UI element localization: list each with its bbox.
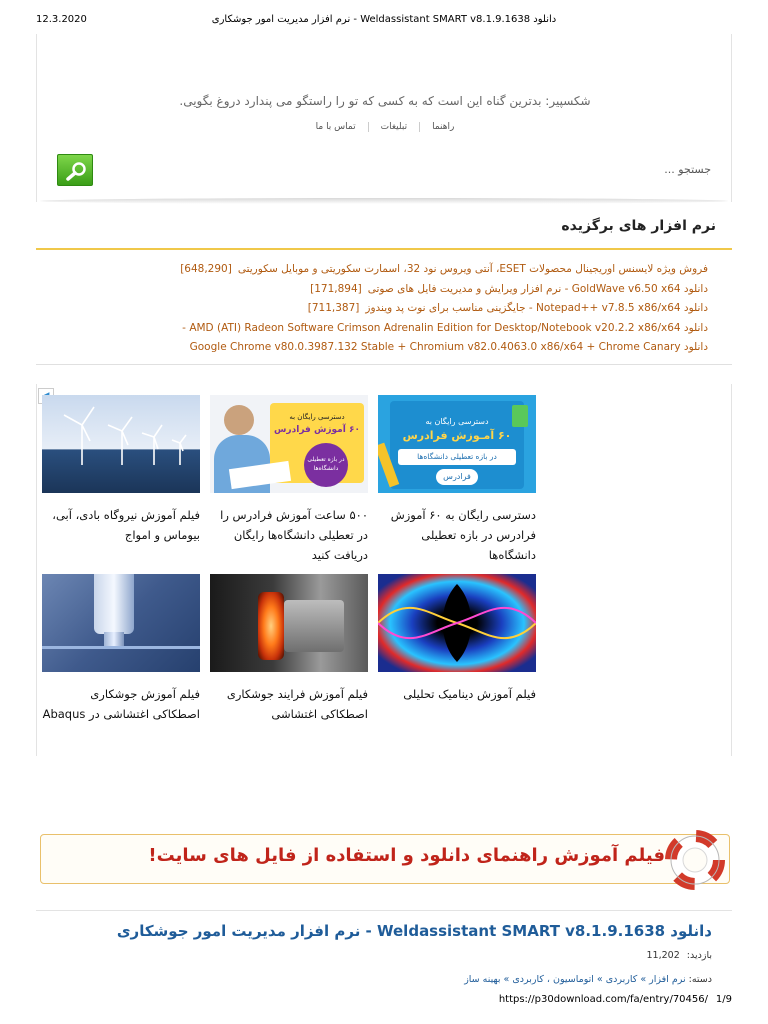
search-icon [66, 161, 88, 181]
category-label: دسته: [688, 974, 712, 985]
print-date: 12.3.2020 [36, 14, 87, 25]
featured-item-text[interactable]: دانلود Notepad++ v7.8.5 x86/x64 - جایگزینی مناسب برای نوت پد ویندوز [365, 302, 708, 314]
weld-seam [42, 646, 200, 649]
print-page-number: 1/9 [715, 994, 732, 1005]
views-label: بازدید: [686, 950, 712, 961]
featured-item[interactable] [36, 280, 732, 300]
nav-help-link[interactable]: راهنما [419, 122, 466, 132]
category-links[interactable]: نرم افزار » کاربردی » اتوماسیون ، کاربردی » بهینه ساز [464, 974, 686, 985]
featured-bottom-border [36, 364, 732, 365]
wind-turbines-image [42, 395, 200, 493]
related-card[interactable] [378, 574, 536, 704]
abaqus-tool-thumbnail[interactable] [42, 574, 200, 672]
faradars-student-thumbnail[interactable] [210, 395, 368, 493]
featured-item[interactable] [36, 319, 732, 339]
related-card[interactable] [378, 395, 536, 565]
header-shadow [40, 198, 728, 204]
quote-text: شکسپیر: بدترین گناه این است که به کسی که تو را راستگو می پندارد دروغ بگویی. [179, 94, 591, 108]
thumb-line: دسترسی رایگان به [289, 413, 345, 421]
print-header [0, 14, 768, 30]
download-guide-banner[interactable] [40, 834, 730, 884]
friction-weld-thumbnail[interactable] [210, 574, 368, 672]
featured-item-text[interactable]: فروش ویژه لایسنس اوریجینال محصولات ESET، آنتی ویروس نود 32، اسمارت سکوریتی و موبایل سکوریتی [237, 263, 708, 275]
thumb-line: ۶۰ آمـوزش فرادرس [402, 429, 512, 442]
related-card-caption[interactable]: فیلم آموزش جوشکاری اصطکاکی اغتشاشی در Abaqus [42, 687, 200, 721]
wind-turbines-thumbnail[interactable] [42, 395, 200, 493]
page [36, 34, 732, 994]
featured-item-text[interactable]: دانلود GoldWave v6.50 x64 - نرم افزار ویرایش و مدیریت فایل های صوتی [367, 282, 708, 295]
featured-separator [36, 248, 732, 250]
thumb-line: در بازه تعطیلی دانشگاه‌ها [398, 449, 516, 465]
featured-list [36, 260, 732, 364]
student-head [224, 405, 254, 435]
nav-contact-link[interactable]: تماس با ما [315, 122, 356, 132]
post-title[interactable]: دانلود Weldassistant SMART v8.1.9.1638 - نرم افزار مدیریت امور جوشکاری [116, 922, 712, 940]
calculator-icon [512, 405, 528, 427]
featured-title: نرم افزار های برگزیده [561, 218, 716, 234]
post-views [647, 950, 712, 961]
thumb-line: در بازه تعطیلی دانشگاه‌ها [304, 443, 348, 487]
print-title: دانلود Weldassistant SMART v8.1.9.1638 - نرم افزار مدیریت امور جوشکاری [211, 14, 557, 25]
featured-item-count: [648,290] [180, 263, 232, 275]
tool-shank [94, 574, 134, 634]
related-card[interactable] [42, 574, 200, 724]
search-button[interactable] [57, 154, 93, 186]
related-card[interactable] [210, 574, 368, 724]
related-card-caption[interactable]: فیلم آموزش دینامیک تحلیلی [403, 687, 536, 701]
heated-joint [258, 592, 284, 660]
banner-text[interactable]: فیلم آموزش راهنمای دانلود و استفاده از فایل های سایت! [148, 845, 665, 866]
site-header [36, 34, 732, 202]
thumb-line: دسترسی رایگان به [425, 417, 489, 426]
nav-ads-link[interactable]: تبلیغات [368, 122, 419, 132]
fractal-image [378, 574, 536, 672]
fractal-thumbnail[interactable] [378, 574, 536, 672]
related-card[interactable] [210, 395, 368, 565]
metal-rod [284, 600, 344, 652]
featured-item-text[interactable]: دانلود Google Chrome v80.0.3987.132 Stable + Chromium v82.0.4063.0 x86/x64 + Chrome Canary [189, 341, 708, 353]
views-value: 11,202 [646, 950, 680, 961]
featured-item-text[interactable]: دانلود AMD (ATI) Radeon Software Crimson Adrenalin Edition for Desktop/Notebook v20.2.2 x86/x64 - [182, 321, 708, 334]
featured-item[interactable] [36, 299, 732, 319]
search-input[interactable] [129, 154, 711, 184]
related-card-caption[interactable]: دسترسی رایگان به ۶۰ آموزش فرادرس در بازه تعطیلی دانشگاه‌ها [390, 508, 536, 562]
featured-item[interactable] [36, 260, 732, 280]
lifebuoy-icon [665, 827, 725, 893]
featured-item-count: [711,387] [307, 302, 360, 314]
thumb-line: ۶۰ آموزش فرادرس [274, 425, 360, 435]
featured-item[interactable] [36, 338, 732, 358]
related-card-caption[interactable]: ۵۰۰ ساعت آموزش فرادرس را در تعطیلی دانشگاه‌ها رایگان دریافت کنید [220, 508, 368, 562]
print-url: https://p30download.com/fa/entry/70456/ [498, 994, 708, 1005]
related-card[interactable] [42, 395, 200, 545]
faradars-banner-thumbnail[interactable] [378, 395, 536, 493]
related-card-caption[interactable]: فیلم آموزش نیروگاه بادی، آبی، بیوماس و امواج [52, 508, 200, 542]
post-separator [36, 910, 732, 911]
post-category [464, 974, 712, 985]
related-card-caption[interactable]: فیلم آموزش فرایند جوشکاری اصطکاکی اغتشاشی [226, 687, 368, 721]
print-footer [0, 994, 768, 1010]
top-nav [37, 122, 732, 132]
featured-item-count: [171,894] [310, 282, 362, 295]
faradars-logo: فرادرس [436, 469, 478, 485]
